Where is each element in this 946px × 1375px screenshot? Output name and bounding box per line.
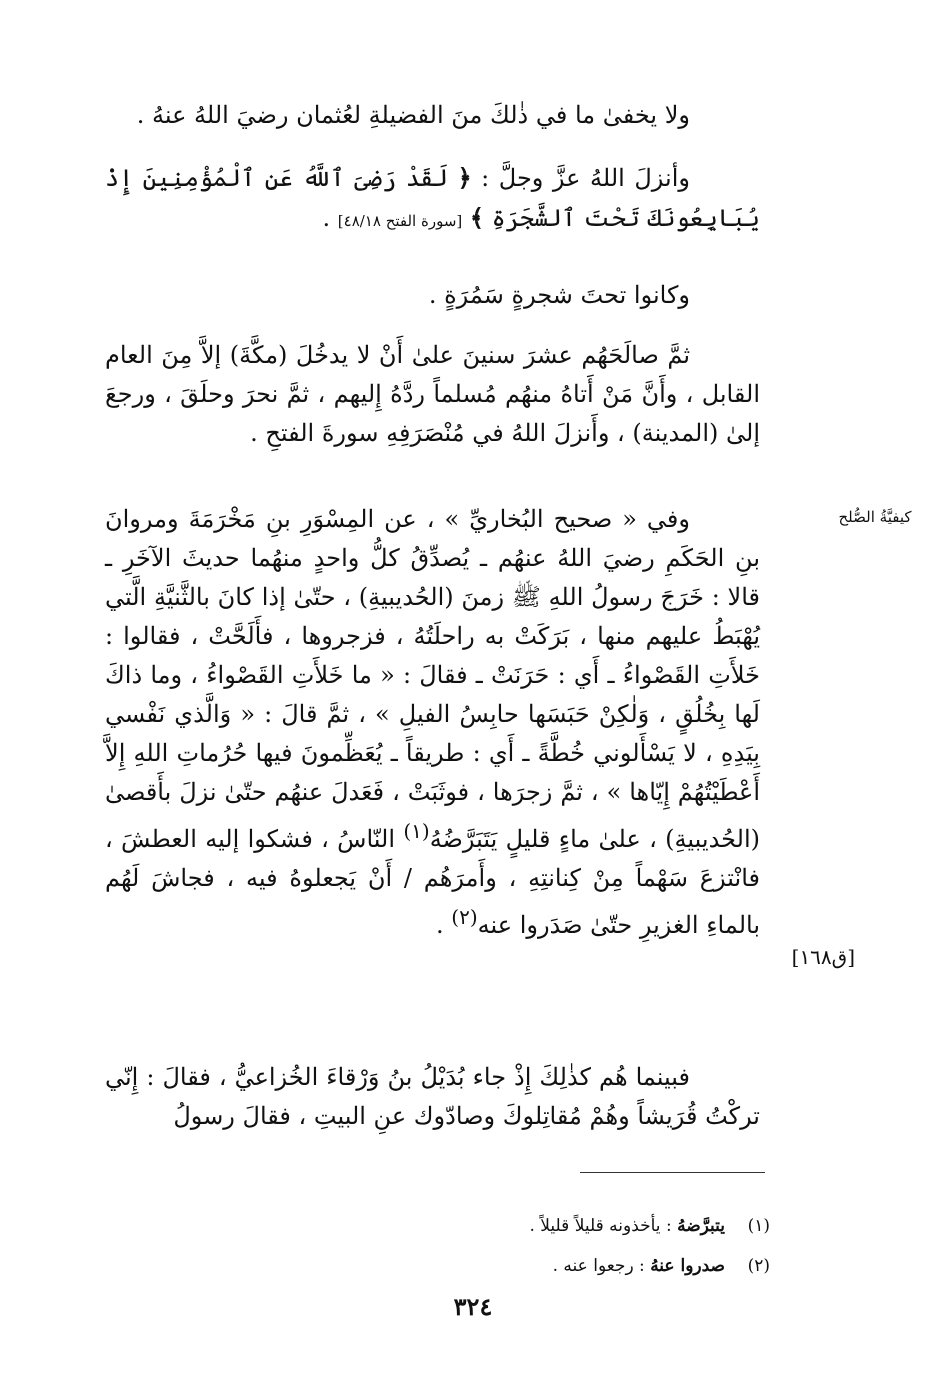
verse-intro: وأنزلَ اللهُ عزَّ وجلَّ : (481, 164, 690, 192)
footnote-text: : رجعوا عنه . (552, 1256, 651, 1276)
footnote-ref-2[interactable]: (٢) (451, 905, 478, 929)
ornate-bracket-open: ﴿ (457, 163, 472, 192)
ornate-bracket-close: ﴾ (469, 203, 484, 232)
footnote-ref-1[interactable]: (١) (403, 819, 430, 843)
page-number: ٣٢٤ (453, 1292, 493, 1321)
paragraph-5-text-b: النّاسُ ، فشكوا إليه العطشَ ، فانْتزعَ سَهْماً مِنْ كِنانتِهِ ، وأَمرَهُم / أَنْ يَجعلوهُ فيه ، فجاشَ لَهُم بالماءِ الغزيرِ حتّىٰ صَدَروا عنه (105, 825, 760, 939)
paragraph-4 (105, 336, 760, 453)
footnote-term: صدروا عنهُ (650, 1256, 725, 1276)
verse-end: . (322, 204, 338, 232)
paragraph-1-text: ولا يخفىٰ ما في ذٰلكَ منَ الفضيلةِ لعُثمان رضيَ اللهُ عنهُ . (136, 101, 690, 129)
paragraph-4-text: ثمَّ صالَحَهُم عشرَ سنينَ علىٰ أَنْ لا يدخُلَ (مكَّةَ) إلاَّ مِنَ العام القابل ، وأَنَّ مَنْ أَتاهُ منهُم مُسلماً ردَّهُ إِليهم ، ثمَّ نحرَ وحلَقَ ، ورجعَ إلىٰ (المدينة) ، وأَنزلَ اللهُ في مُنْصَرَفِهِ سورةَ الفتحِ . (105, 341, 760, 447)
footnote-text: : يأخذونه قليلاً قليلاً . (529, 1216, 678, 1236)
verse-reference: [سورة الفتح ٤٨/١٨] (337, 212, 463, 230)
quran-verse: لَقَدْ رَضِىَ ٱللَّهُ عَنِ ٱلْمُؤْمِنِينَ إِذْ يُبَايِعُونَكَ تَحْتَ ٱلشَّجَرَةِ (105, 164, 760, 232)
manuscript-folio-marker: [ق١٦٨] (791, 945, 855, 969)
paragraph-3-text: وكانوا تحتَ شجرةٍ سَمُرَةٍ . (428, 281, 690, 309)
footnote-number: (١) (747, 1216, 770, 1236)
margin-heading: كيفيَّةُ الصُّلح (838, 508, 912, 526)
footnote-1 (105, 1206, 770, 1246)
paragraph-3 (105, 276, 760, 315)
paragraph-5-end: . (436, 911, 452, 939)
paragraph-6 (105, 1058, 760, 1136)
paragraph-2 (105, 158, 760, 241)
paragraph-1 (105, 96, 760, 135)
paragraph-5-text-a: وفي « صحيح البُخاريِّ » ، عن المِسْوَرِ بنِ مَخْرَمَةَ ومروانَ بنِ الحَكَمِ رضيَ اللهُ عنهُم ـ يُصدِّقُ كلُّ واحدٍ منهُما حديثَ الآخَرِ ـ قالا : خَرَجَ رسولُ اللهِ ﷺ زمنَ (الحُديبيةِ) ، حتّىٰ إذا كانَ بالثَّنيَّةِ الَّتي يُهْبَطُ عليهم منها ، بَرَكَتْ به راحلَتُهُ ، فزجروها ، فأَلَحَّتْ ، فقالوا : خَلأَتِ القَصْواءُ ـ أَي : حَرَنَتْ ـ فقالَ : « ما خَلأَتِ القَصْواءُ ، وما ذاكَ لَها بِخُلُقٍ ، وَلٰكِنْ حَبَسَها حابِسُ الفيلِ » ، ثمَّ قالَ : « وَالَّذي نَفْسي بِيَدِهِ ، لا يَسْأَلوني خُطَّةً ـ أَي : طريقاً ـ يُعَظِّمونَ فيها حُرُماتِ اللهِ إِلاَّ أَعْطَيْتُهُمْ إِيّاها » ، ثمَّ زجرَها ، فوثَبَتْ ، فَعَدلَ عنهُم حتّىٰ نزلَ بأَقصىٰ (الحُديبيةِ) ، علىٰ ماءٍ قليلٍ يَتَبَرَّضُهُ (105, 505, 761, 853)
paragraph-6-text: فبينما هُم كذٰلِكَ إِذْ جاء بُدَيْلُ بنُ وَرْقاءَ الخُزاعيُّ ، فقالَ : إِنّي تركْتُ قُرَيشاً وهُمْ مُقاتِلوكَ وصادّوك عنِ البيتِ ، فقالَ رسولُ (105, 1063, 760, 1130)
footnotes (105, 1206, 770, 1286)
footnote-separator (580, 1172, 765, 1173)
footnote-2 (105, 1246, 770, 1286)
footnote-number: (٢) (747, 1256, 770, 1276)
footnote-term: يتبرَّضهُ (677, 1216, 725, 1236)
paragraph-5 (105, 500, 760, 945)
